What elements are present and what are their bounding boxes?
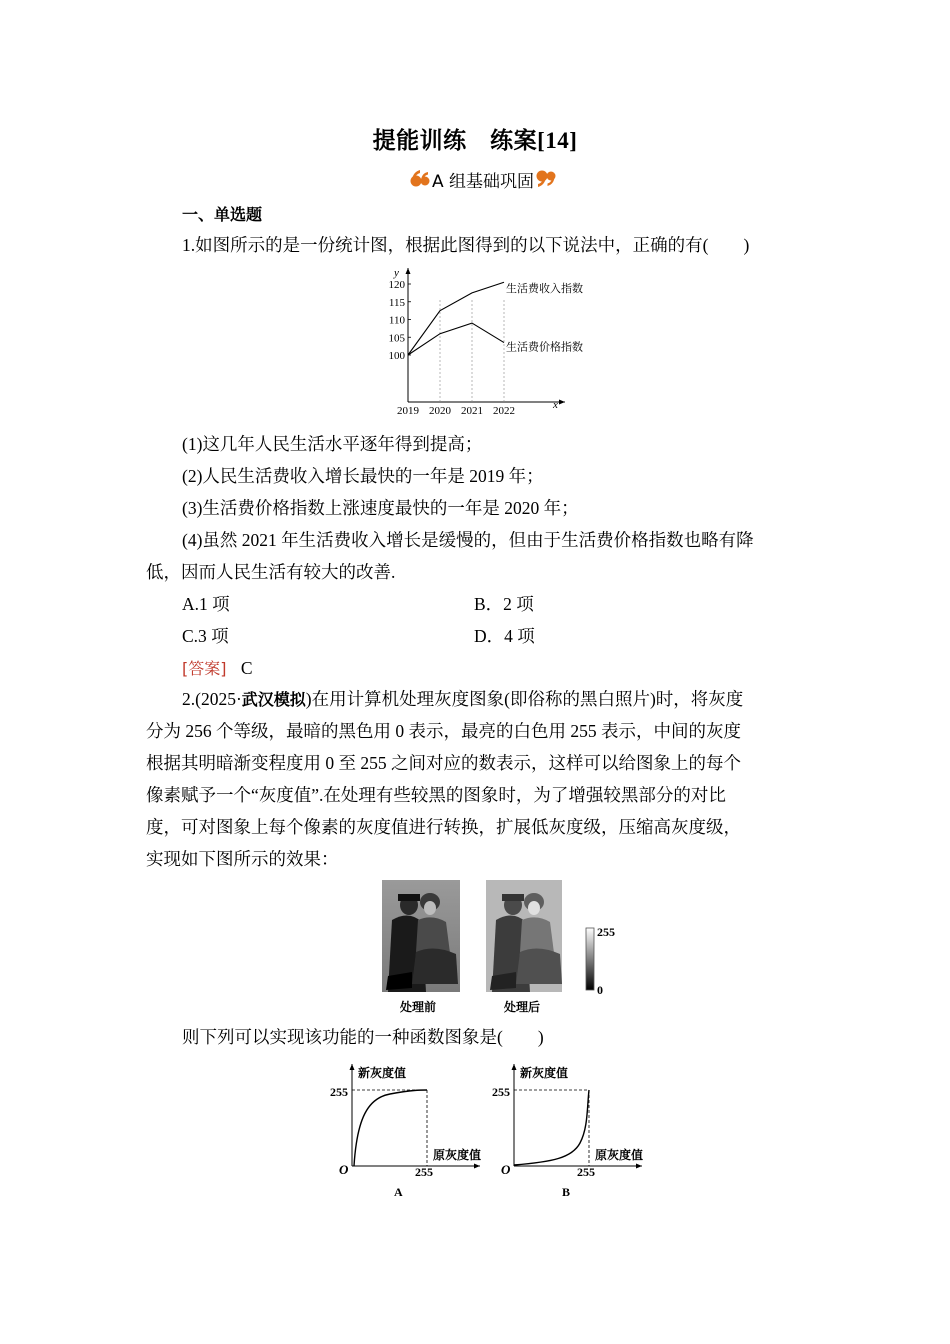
q1-option-a: A.1 项 bbox=[182, 594, 230, 614]
q2-source: 武汉模拟 bbox=[241, 690, 306, 709]
graph-b-y255: 255 bbox=[492, 1085, 510, 1099]
y-tick-label: 110 bbox=[388, 314, 405, 327]
series-price-label: 生活费价格指数 bbox=[506, 341, 583, 354]
y-tick-label: 115 bbox=[388, 296, 405, 309]
curve-a bbox=[354, 1090, 427, 1166]
graph-a-ylabel: 新灰度值 bbox=[358, 1066, 407, 1080]
q2-line-5: 度，可对图象上每个像素的灰度值进行转换，扩展低灰度级，压缩高灰度级， bbox=[146, 817, 741, 837]
graph-a-x255: 255 bbox=[415, 1165, 433, 1179]
photo-after-label: 处理后 bbox=[504, 1000, 541, 1014]
q1-statement-3: (3)生活费价格指数上涨速度最快的一年是 2020 年； bbox=[182, 498, 579, 518]
section-heading: 一、单选题 bbox=[182, 205, 263, 224]
graph-a-y255: 255 bbox=[330, 1085, 348, 1099]
q1-option-c: C.3 项 bbox=[182, 626, 229, 646]
photo-before bbox=[382, 880, 460, 992]
photo-before-label: 处理前 bbox=[400, 1000, 437, 1014]
x-axis-arrow bbox=[559, 400, 565, 405]
answer-value: C bbox=[240, 658, 253, 678]
graph-a-xlabel: 原灰度值 bbox=[433, 1148, 482, 1162]
q1-stem: 1.如图所示的是一份统计图，根据此图得到的以下说法中，正确的有( ) bbox=[182, 235, 750, 255]
q1-line-chart bbox=[375, 262, 615, 418]
photo-after bbox=[486, 880, 562, 992]
y-axis-label: y bbox=[394, 267, 399, 279]
q2-line-2: 分为 256 个等级，最暗的黑色用 0 表示，最亮的白色用 255 表示，中间的灰度 bbox=[146, 721, 741, 741]
graph-b-xlabel: 原灰度值 bbox=[595, 1148, 644, 1162]
answer-tag: [答案] bbox=[182, 659, 227, 678]
x-tick-label: 2021 bbox=[461, 405, 483, 417]
graph-b bbox=[492, 1058, 657, 1198]
q2-line-1-rest: )在用计算机处理灰度图象(即俗称的黑白照片)时，将灰度 bbox=[305, 689, 744, 709]
x-tick-label: 2022 bbox=[493, 405, 515, 417]
graph-a bbox=[330, 1058, 495, 1198]
q1-statement-4: (4)虽然 2021 年生活费收入增长是缓慢的，但由于生活费价格指数也略有降 bbox=[182, 530, 754, 550]
x-tick-label: 2020 bbox=[429, 405, 451, 417]
q1-option-d: D．4 项 bbox=[474, 626, 535, 646]
series-income-line bbox=[408, 282, 504, 355]
graph-b-x255: 255 bbox=[577, 1165, 595, 1179]
graph-a-origin: O bbox=[339, 1162, 349, 1177]
q1-statement-2: (2)人民生活费收入增长最快的一年是 2019 年； bbox=[182, 466, 544, 486]
q1-option-b: B．2 项 bbox=[474, 594, 534, 614]
graph-a-label: A bbox=[394, 1185, 403, 1199]
close-quote-icon bbox=[536, 168, 556, 190]
y-tick-label: 100 bbox=[388, 350, 405, 362]
y-tick-label: 105 bbox=[388, 332, 405, 345]
q2-line-1 bbox=[182, 687, 743, 712]
q2-number: 2.(2025· bbox=[182, 689, 242, 709]
graph-b-origin: O bbox=[501, 1162, 511, 1177]
q2-line-6: 实现如下图所示的效果： bbox=[146, 849, 339, 869]
group-heading bbox=[410, 166, 556, 192]
q1-answer-row bbox=[182, 656, 253, 681]
q1-statement-1: (1)这几年人民生活水平逐年得到提高； bbox=[182, 434, 483, 454]
x-axis-label: x bbox=[553, 399, 558, 411]
q1-statement-4-cont: 低，因而人民生活有较大的改善. bbox=[146, 562, 396, 582]
x-tick-label: 2019 bbox=[397, 405, 419, 417]
group-label: A 组基础巩固 bbox=[432, 171, 535, 192]
curve-b bbox=[514, 1090, 589, 1165]
series-income-label: 生活费收入指数 bbox=[506, 283, 583, 296]
graph-b-ylabel: 新灰度值 bbox=[520, 1066, 569, 1080]
page-title: 提能训练 练案[14] bbox=[372, 128, 578, 153]
graph-b-label: B bbox=[562, 1185, 571, 1199]
series-price-line bbox=[408, 323, 504, 355]
y-axis-arrow bbox=[406, 268, 411, 274]
open-quote-icon bbox=[410, 168, 430, 190]
q2-line-4: 像素赋予一个“灰度值”.在处理有些较黑的图象时，为了增强较黑部分的对比 bbox=[146, 785, 726, 805]
scale-max-label: 255 bbox=[597, 925, 615, 939]
q2-ask: 则下列可以实现该功能的一种函数图象是( ) bbox=[182, 1027, 544, 1047]
q2-line-3: 根据其明暗渐变程度用 0 至 255 之间对应的数表示，这样可以给图象上的每个 bbox=[146, 753, 741, 773]
y-tick-label: 120 bbox=[388, 279, 405, 291]
scale-min-label: 0 bbox=[597, 983, 603, 997]
